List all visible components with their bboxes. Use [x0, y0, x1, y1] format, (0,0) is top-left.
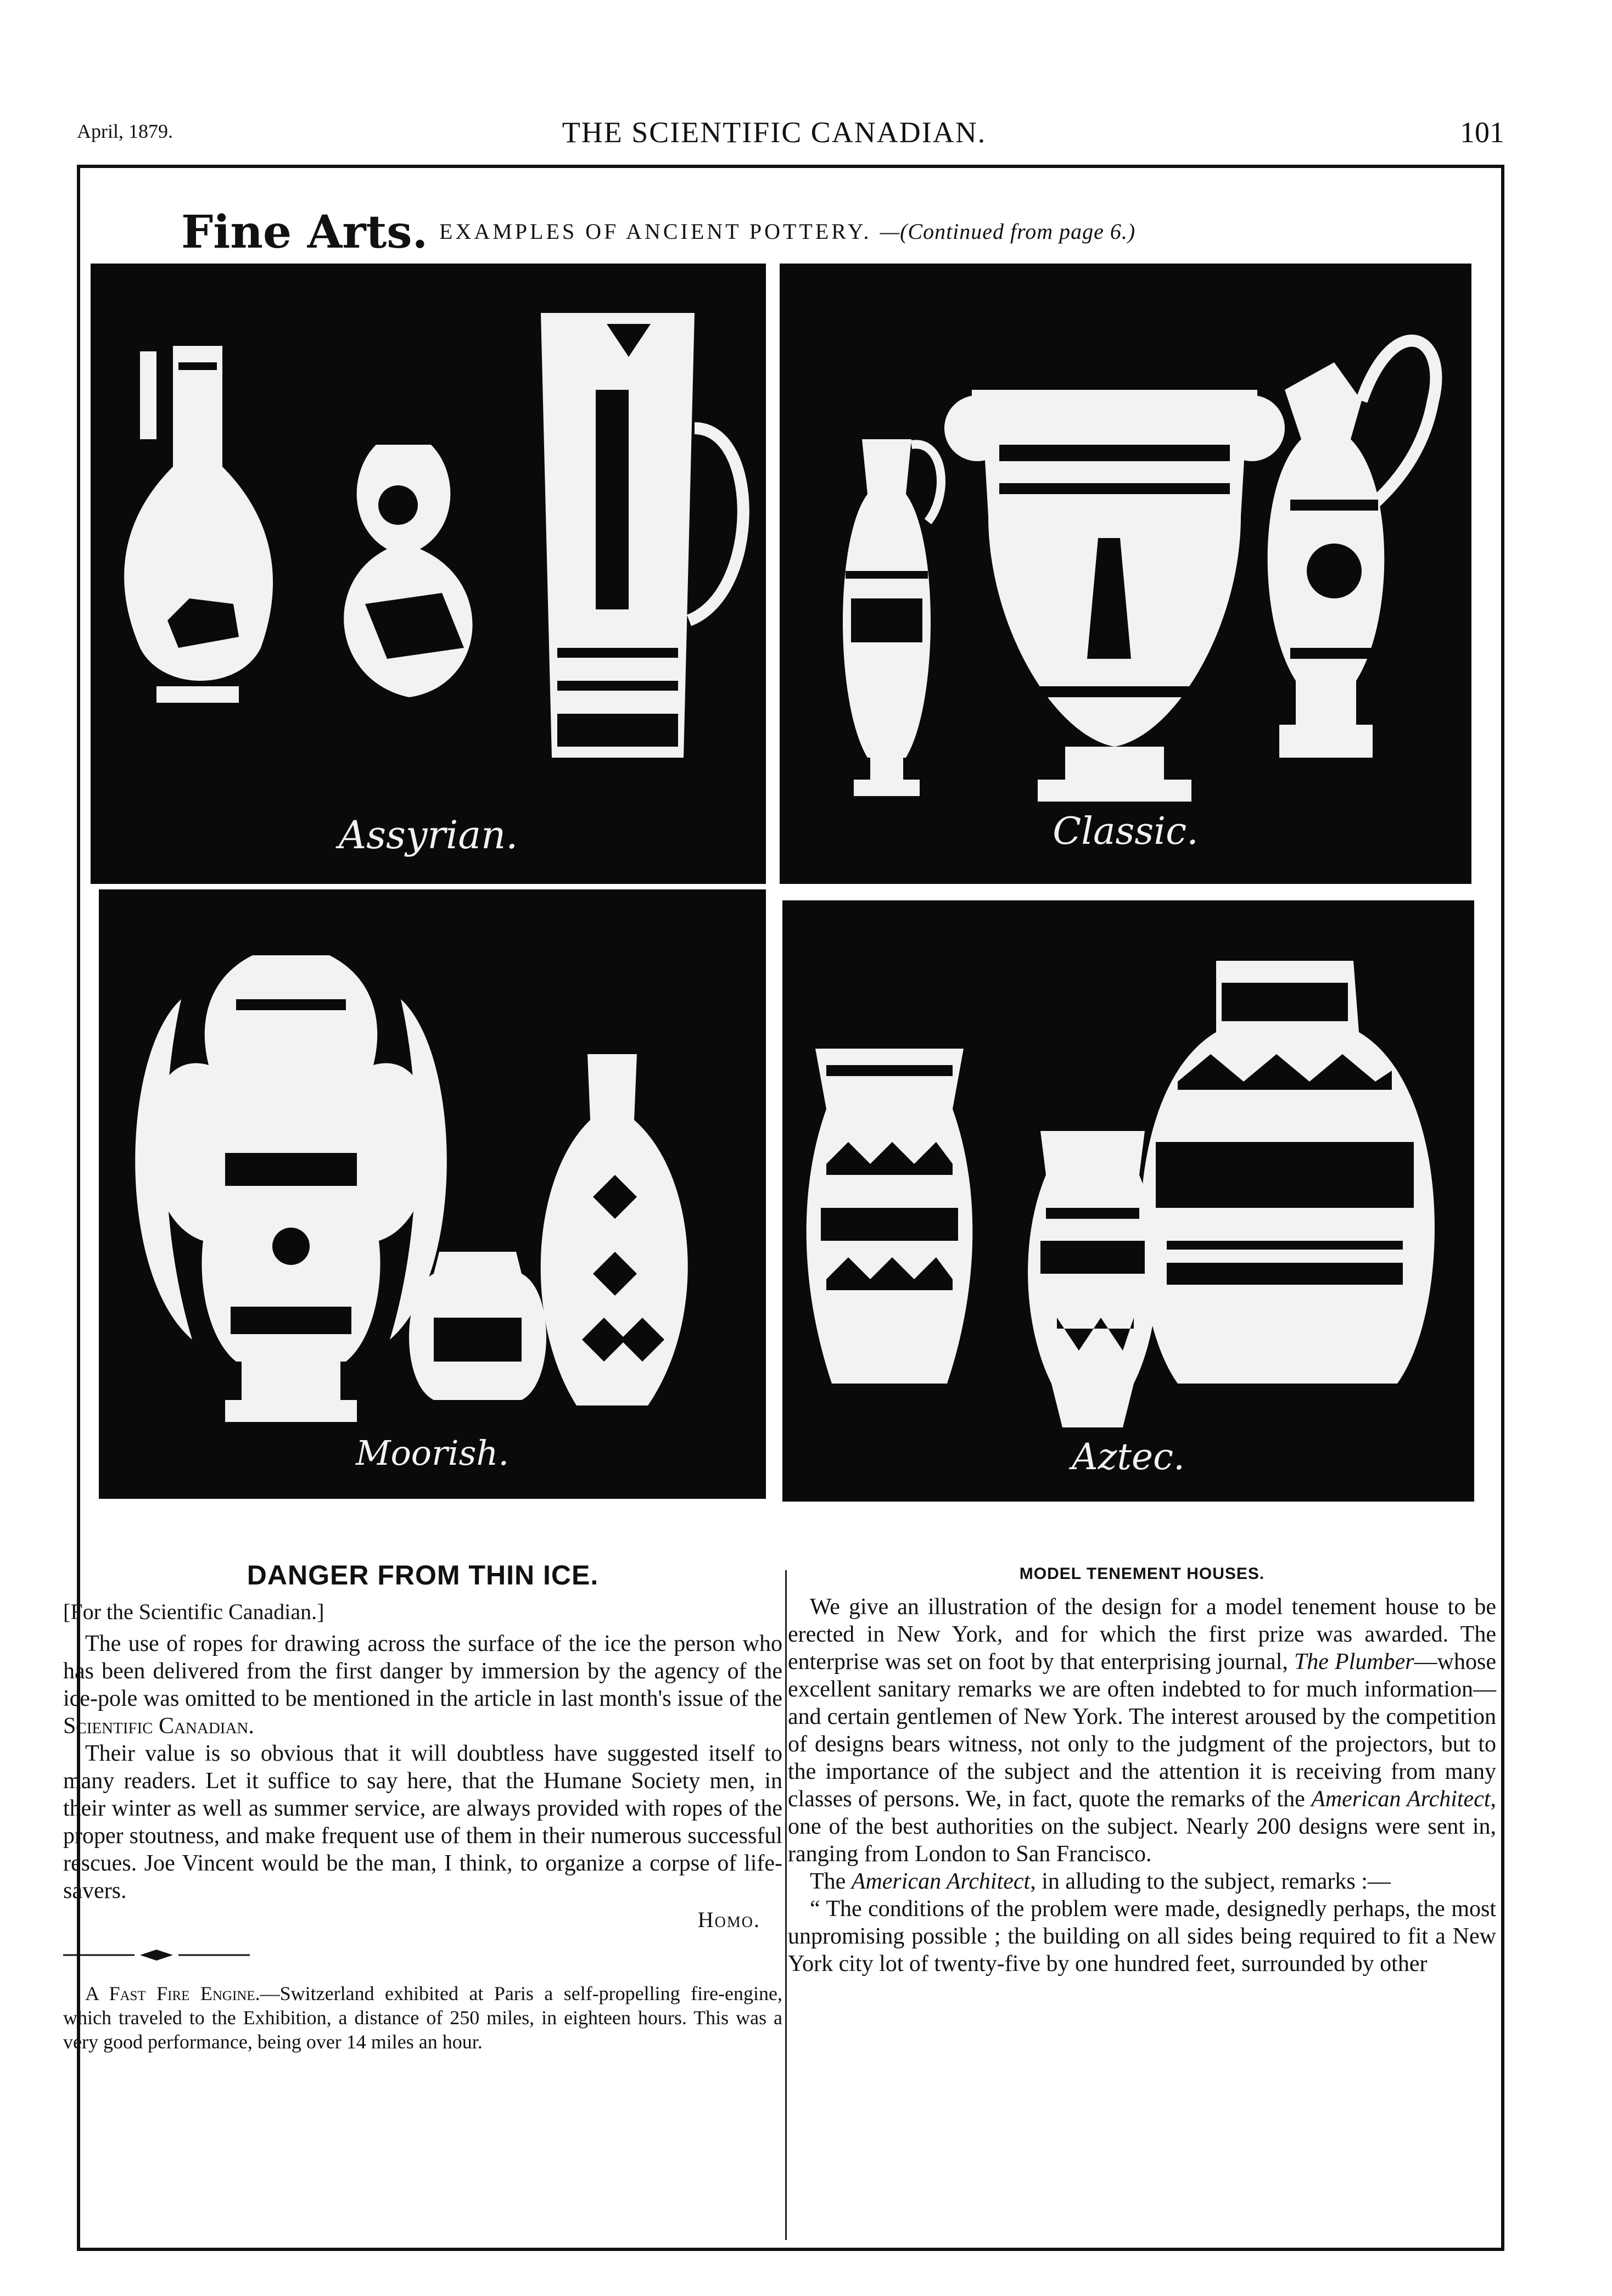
tenement-p2-a: The	[810, 1869, 852, 1894]
tenement-paragraph-1	[788, 1593, 1496, 1868]
tenement-p1-architect: American Architect	[1311, 1787, 1491, 1812]
tenement-p1-journal: The Plumber	[1294, 1649, 1414, 1675]
moorish-label: Moorish.	[355, 1433, 510, 1473]
tenement-paragraph-3: “ The conditions of the problem were made, designedly perhaps, the most unpromising possible ; the building on all sides being required to fit a New York city lot of twenty-five by one hundred feet, surrounded by other	[788, 1896, 1496, 1976]
danger-p1-publication: Scientific Canadian.	[63, 1713, 254, 1739]
aztec-panel	[782, 900, 1474, 1502]
running-header	[44, 115, 1504, 154]
tenement-p1-b: —whose excellent sanitary remarks we are often indebted to for much information—and certain gentlemen of New York. The interest aroused by the competition of designs bears witness, not only to the judgment of the projectors, but to the importance of the subject and the attention it is receiving from many classes of persons. We, in fact, quote the remarks of the	[788, 1649, 1496, 1812]
assyrian-panel	[91, 264, 766, 884]
tenement-p2-b: , in alluding to the subject, remarks :—	[1030, 1869, 1391, 1894]
danger-paragraph-1	[63, 1630, 782, 1740]
moorish-panel	[99, 889, 766, 1499]
danger-signature: Homo.	[697, 1907, 760, 1932]
danger-paragraph-2: Their value is so obvious that it will doubtless have suggested itself to many readers. Let it suffice to say here, that the Humane Society men, in their winter as well as summer service, are always provided with ropes of the proper stoutness, and make frequent use of them in their numerous successful rescues. Joe Vincent would be the man, I think, to organize a corpse of life-savers.	[63, 1741, 782, 1903]
pottery-title-main: EXAMPLES OF ANCIENT POTTERY.	[439, 219, 872, 244]
column-divider	[785, 1570, 787, 2240]
issue-date: April, 1879.	[77, 120, 173, 142]
danger-byline: [For the Scientific Canadian.]	[63, 1599, 324, 1624]
moorish-pottery-illustration	[99, 889, 766, 1499]
illustration-title	[439, 219, 1135, 244]
pottery-title-continued: —(Continued from page 6.)	[880, 219, 1136, 244]
danger-p1-text: The use of ropes for drawing across the surface of the ice the person who has been delivered from the first danger by immersion by the agency of the ice-pole was omitted to be mentioned in the article in last month's issue of the	[63, 1631, 782, 1711]
aztec-label: Aztec.	[1072, 1436, 1185, 1478]
left-column	[63, 1559, 782, 2218]
page-number: 101	[1460, 116, 1504, 149]
publication-title: THE SCIENTIFIC CANADIAN.	[562, 116, 987, 149]
assyrian-label: Assyrian.	[338, 813, 518, 858]
classic-pottery-illustration	[780, 264, 1471, 884]
aztec-pottery-illustration	[782, 900, 1474, 1502]
right-column	[788, 1565, 1496, 2224]
section-name: Fine Arts.	[181, 206, 428, 259]
fire-engine-text: —Switzerland exhibited at Paris a self-propelling fire-engine, which traveled to the Exhibition, a distance of 250 miles, in eighteen hours. This was a very good performance, being over 14 miles an hour.	[63, 1983, 783, 2053]
fire-engine-note	[63, 1981, 782, 2054]
tenement-p1-a: We give an illustration of the design for a model tenement house to be erected in New York, and for which the first prize was awarded. The enterprise was set on foot by that enterprising journal,	[788, 1594, 1496, 1675]
danger-headline: DANGER FROM THIN ICE.	[247, 1560, 599, 1591]
tenement-paragraph-2	[788, 1868, 1496, 1895]
classic-panel	[780, 264, 1471, 884]
fire-engine-lead: A Fast Fire Engine.	[85, 1983, 260, 2004]
assyrian-pottery-illustration	[91, 264, 766, 884]
tenement-headline: MODEL TENEMENT HOUSES.	[1019, 1565, 1265, 1583]
tenement-p2-architect: American Architect	[851, 1869, 1031, 1894]
classic-label: Classic.	[1053, 810, 1199, 853]
ornament-divider	[63, 1948, 250, 1962]
tenement-p1-c: , one of the best authorities on the subject. Nearly 200 designs were sent in, ranging from London to San Francisco.	[788, 1787, 1497, 1867]
